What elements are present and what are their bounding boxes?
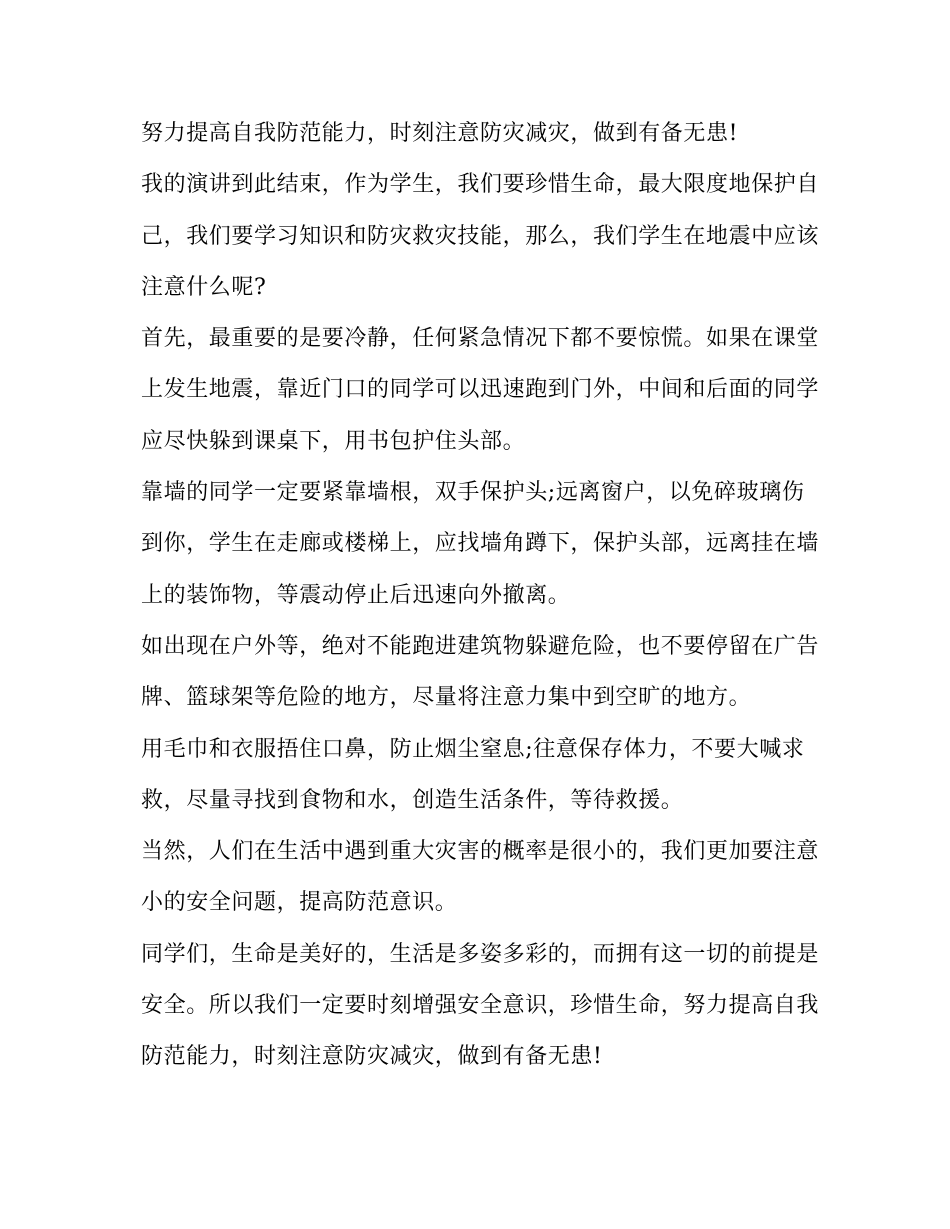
paragraph-5: 如出现在户外等，绝对不能跑进建筑物躲避危险，也不要停留在广告牌、篮球架等危险的地方，尽量将注意力集中到空旷的地方。 [141,633,820,711]
paragraph-8: 同学们，生命是美好的，生活是多姿多彩的，而拥有这一切的前提是安全。所以我们一定要时刻增强安全意识，珍惜生命，努力提高自我防范能力，时刻注意防灾减灾，做到有备无患! [141,941,820,1070]
paragraph-6: 用毛巾和衣服捂住口鼻，防止烟尘窒息;往意保存体力，不要大喊求救，尽量寻找到食物和水，创造生活条件，等待救援。 [141,736,805,813]
paragraph-7: 当然，人们在生活中遇到重大灾害的概率是很小的，我们更加要注意小的安全问题，提高防范意识。 [141,839,820,916]
paragraph-3: 首先，最重要的是要冷静，任何紧急情况下都不要惊慌。如果在课堂上发生地震，靠近门口的同学可以迅速跑到门外，中间和后面的同学应尽快躲到课桌下，用书包护住头部。 [141,326,820,454]
document-body [141,108,821,1083]
paragraph-4: 靠墙的同学一定要紧靠墙根，双手保护头;远离窗户，以免碎玻璃伤到你，学生在走廊或楼梯上，应找墙角蹲下，保护头部，远离挂在墙上的装饰物，等震动停止后迅速向外撤离。 [141,480,820,608]
paragraph-1: 努力提高自我防范能力，时刻注意防灾减灾，做到有备无患! [141,121,739,146]
paragraph-2: 我的演讲到此结束，作为学生，我们要珍惜生命，最大限度地保护自己，我们要学习知识和防灾救灾技能，那么，我们学生在地震中应该注意什么呢? [141,172,820,300]
